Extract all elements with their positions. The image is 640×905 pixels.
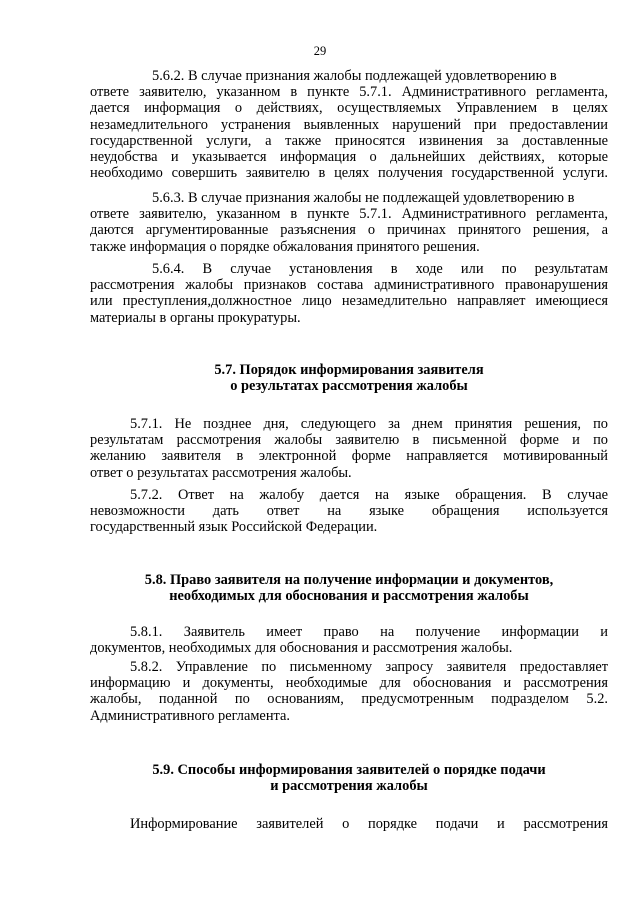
text-line: ответ о результатах рассмотрения жалобы. bbox=[90, 464, 352, 481]
paragraph-5-8-1 bbox=[90, 624, 608, 656]
text-line: 5.6.3. В случае признания жалобы не подлежащей удовлетворению в bbox=[152, 190, 575, 206]
heading-line: о результатах рассмотрения жалобы bbox=[230, 378, 468, 395]
text-line: или преступления,должностное лицо незамедлительно направляет имеющиеся bbox=[90, 293, 608, 310]
text-line: также информация о порядке обжалования принятого решения. bbox=[90, 238, 480, 255]
text-line: незамедлительного устранения выявленных нарушений при предоставлении bbox=[90, 116, 608, 133]
heading-line: 5.9. Способы информирования заявителей о порядке подачи bbox=[152, 762, 546, 778]
text-line: государственной услуги, а также приносятся извинения за доставленные bbox=[90, 132, 608, 149]
text-line: 5.8.1. Заявитель имеет право на получение информации и bbox=[130, 624, 608, 640]
page-number: 29 bbox=[313, 44, 327, 58]
text-line: материалы в органы прокуратуры. bbox=[90, 309, 301, 326]
text-line: 5.6.2. В случае признания жалобы подлежащей удовлетворению в bbox=[152, 68, 557, 84]
text-line: 5.7.1. Не позднее дня, следующего за днем принятия решения, по bbox=[130, 416, 608, 432]
paragraph-5-7-1 bbox=[90, 416, 608, 481]
text-line: документов, необходимых для обоснования и рассмотрения жалобы. bbox=[90, 640, 513, 657]
text-line: результатам рассмотрения жалобы заявителю в письменной форме и по bbox=[90, 432, 608, 449]
paragraph-5-6-3 bbox=[90, 190, 608, 255]
paragraph-5-8-2 bbox=[90, 659, 608, 724]
heading-line: 5.7. Порядок информирования заявителя bbox=[214, 362, 484, 378]
paragraph-5-6-4 bbox=[90, 261, 608, 326]
heading-line: и рассмотрения жалобы bbox=[270, 778, 428, 795]
text-line: необходимо совершить заявителю в целях получения государственной услуги. bbox=[90, 165, 608, 182]
heading-line: 5.8. Право заявителя на получение информации и документов, bbox=[144, 572, 554, 588]
heading-line: необходимых для обоснования и рассмотрения жалобы bbox=[169, 588, 529, 605]
text-line: государственный язык Российской Федерации. bbox=[90, 519, 378, 536]
text-line: ответе заявителю, указанном в пункте 5.7.1. Административного регламента, bbox=[90, 206, 608, 223]
section-heading-5-9 bbox=[90, 762, 608, 794]
text-line: Административного регламента. bbox=[90, 707, 290, 724]
section-heading-5-8 bbox=[90, 572, 608, 604]
text-line: жалобы, поданной по основаниям, предусмотренным подразделом 5.2. bbox=[90, 691, 608, 708]
text-line: информацию и документы, необходимые для обоснования и рассмотрения bbox=[90, 675, 608, 692]
text-line: рассмотрения жалобы признаков состава административного правонарушения bbox=[90, 277, 608, 294]
text-line: ответе заявителю, указанном в пункте 5.7.1. Административного регламента, bbox=[90, 84, 608, 101]
paragraph-5-9 bbox=[90, 816, 608, 832]
text-line: 5.6.4. В случае установления в ходе или по результатам bbox=[152, 261, 608, 277]
paragraph-5-7-2 bbox=[90, 487, 608, 536]
text-line: даются аргументированные разъяснения о причинах принятого решения, а bbox=[90, 222, 608, 239]
text-line: 5.8.2. Управление по письменному запросу заявителя предоставляет bbox=[130, 659, 608, 675]
section-heading-5-7 bbox=[90, 362, 608, 394]
paragraph-5-6-2 bbox=[90, 68, 608, 181]
text-line: Информирование заявителей о порядке подачи и рассмотрения bbox=[130, 816, 608, 832]
text-line: дается информация о действиях, осуществляемых Управлением в целях bbox=[90, 100, 608, 117]
text-line: желанию заявителя в электронной форме направляется мотивированный bbox=[90, 448, 608, 465]
text-line: неудобства и указывается информация о дальнейших действиях, которые bbox=[90, 148, 608, 165]
text-line: 5.7.2. Ответ на жалобу дается на языке обращения. В случае bbox=[130, 487, 608, 503]
text-line: невозможности дать ответ на языке обращения используется bbox=[90, 503, 608, 520]
